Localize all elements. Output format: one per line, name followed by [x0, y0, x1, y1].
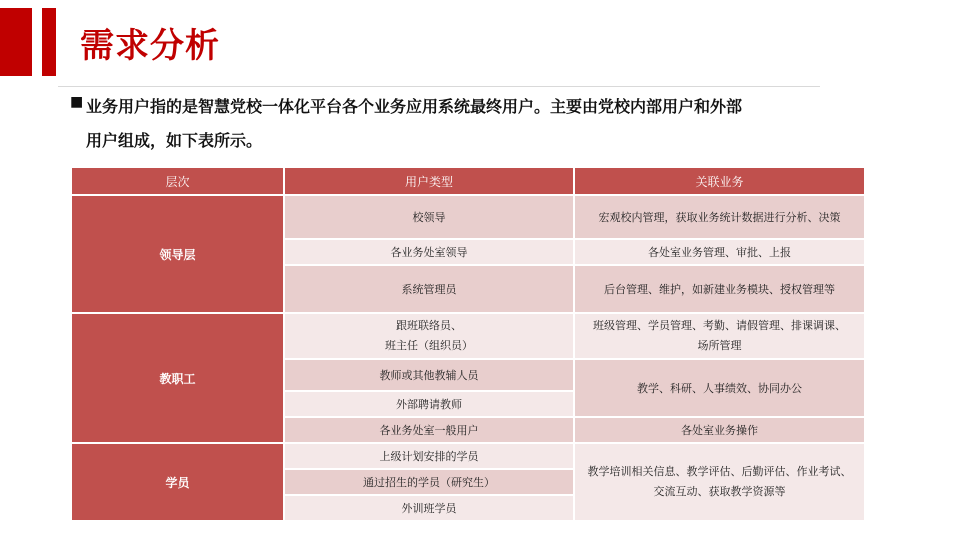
business-cell: 各处室业务管理、审批、上报	[574, 239, 865, 265]
user-type-cell	[284, 313, 574, 359]
user-type-line-1: 跟班联络员、	[396, 319, 462, 332]
header-layer: 层次	[71, 167, 284, 195]
business-cell: 教学、科研、人事绩效、协同办公	[574, 359, 865, 417]
intro-line-1: 业务用户指的是智慧党校一体化平台各个业务应用系统最终用户。主要由党校内部用户和外部	[86, 97, 743, 116]
business-line-1: 班级管理、学员管理、考勤、请假管理、排课调课、	[593, 319, 846, 332]
user-type-cell: 外部聘请教师	[284, 391, 574, 417]
user-type-cell: 校领导	[284, 195, 574, 239]
user-type-line-2: 班主任（组织员）	[385, 339, 473, 352]
table-row	[71, 195, 865, 239]
square-bullet-icon: ■	[70, 94, 84, 110]
business-line-2: 交流互动、获取教学资源等	[653, 485, 786, 498]
user-type-cell: 通过招生的学员（研究生）	[284, 469, 574, 495]
business-line-2: 场所管理	[697, 339, 742, 352]
layer-cell-staff: 教职工	[71, 313, 284, 443]
business-cell: 宏观校内管理，获取业务统计数据进行分析、决策	[574, 195, 865, 239]
user-type-cell: 系统管理员	[284, 265, 574, 313]
business-cell	[574, 313, 865, 359]
table-header-row	[71, 167, 865, 195]
layer-cell-students: 学员	[71, 443, 284, 521]
title-accent-bar	[42, 8, 56, 76]
business-cell: 后台管理、维护，如新建业务模块、授权管理等	[574, 265, 865, 313]
intro-line-2: 用户组成，如下表所示。	[86, 131, 263, 150]
table-row	[71, 313, 865, 359]
business-cell	[574, 443, 865, 521]
user-type-cell: 各业务处室领导	[284, 239, 574, 265]
user-type-cell: 各业务处室一般用户	[284, 417, 574, 443]
user-type-table	[70, 166, 866, 522]
layer-cell-leadership: 领导层	[71, 195, 284, 313]
header-business: 关联业务	[574, 167, 865, 195]
user-type-cell: 上级计划安排的学员	[284, 443, 574, 469]
header-user-type: 用户类型	[284, 167, 574, 195]
title-accent-block	[0, 8, 32, 76]
page-title: 需求分析	[80, 26, 220, 66]
business-cell: 各处室业务操作	[574, 417, 865, 443]
user-type-cell: 教师或其他教辅人员	[284, 359, 574, 391]
user-type-cell: 外训班学员	[284, 495, 574, 521]
table-row	[71, 443, 865, 469]
title-divider	[58, 86, 820, 87]
business-line-1: 教学培训相关信息、教学评估、后勤评估、作业考试、	[587, 465, 852, 478]
